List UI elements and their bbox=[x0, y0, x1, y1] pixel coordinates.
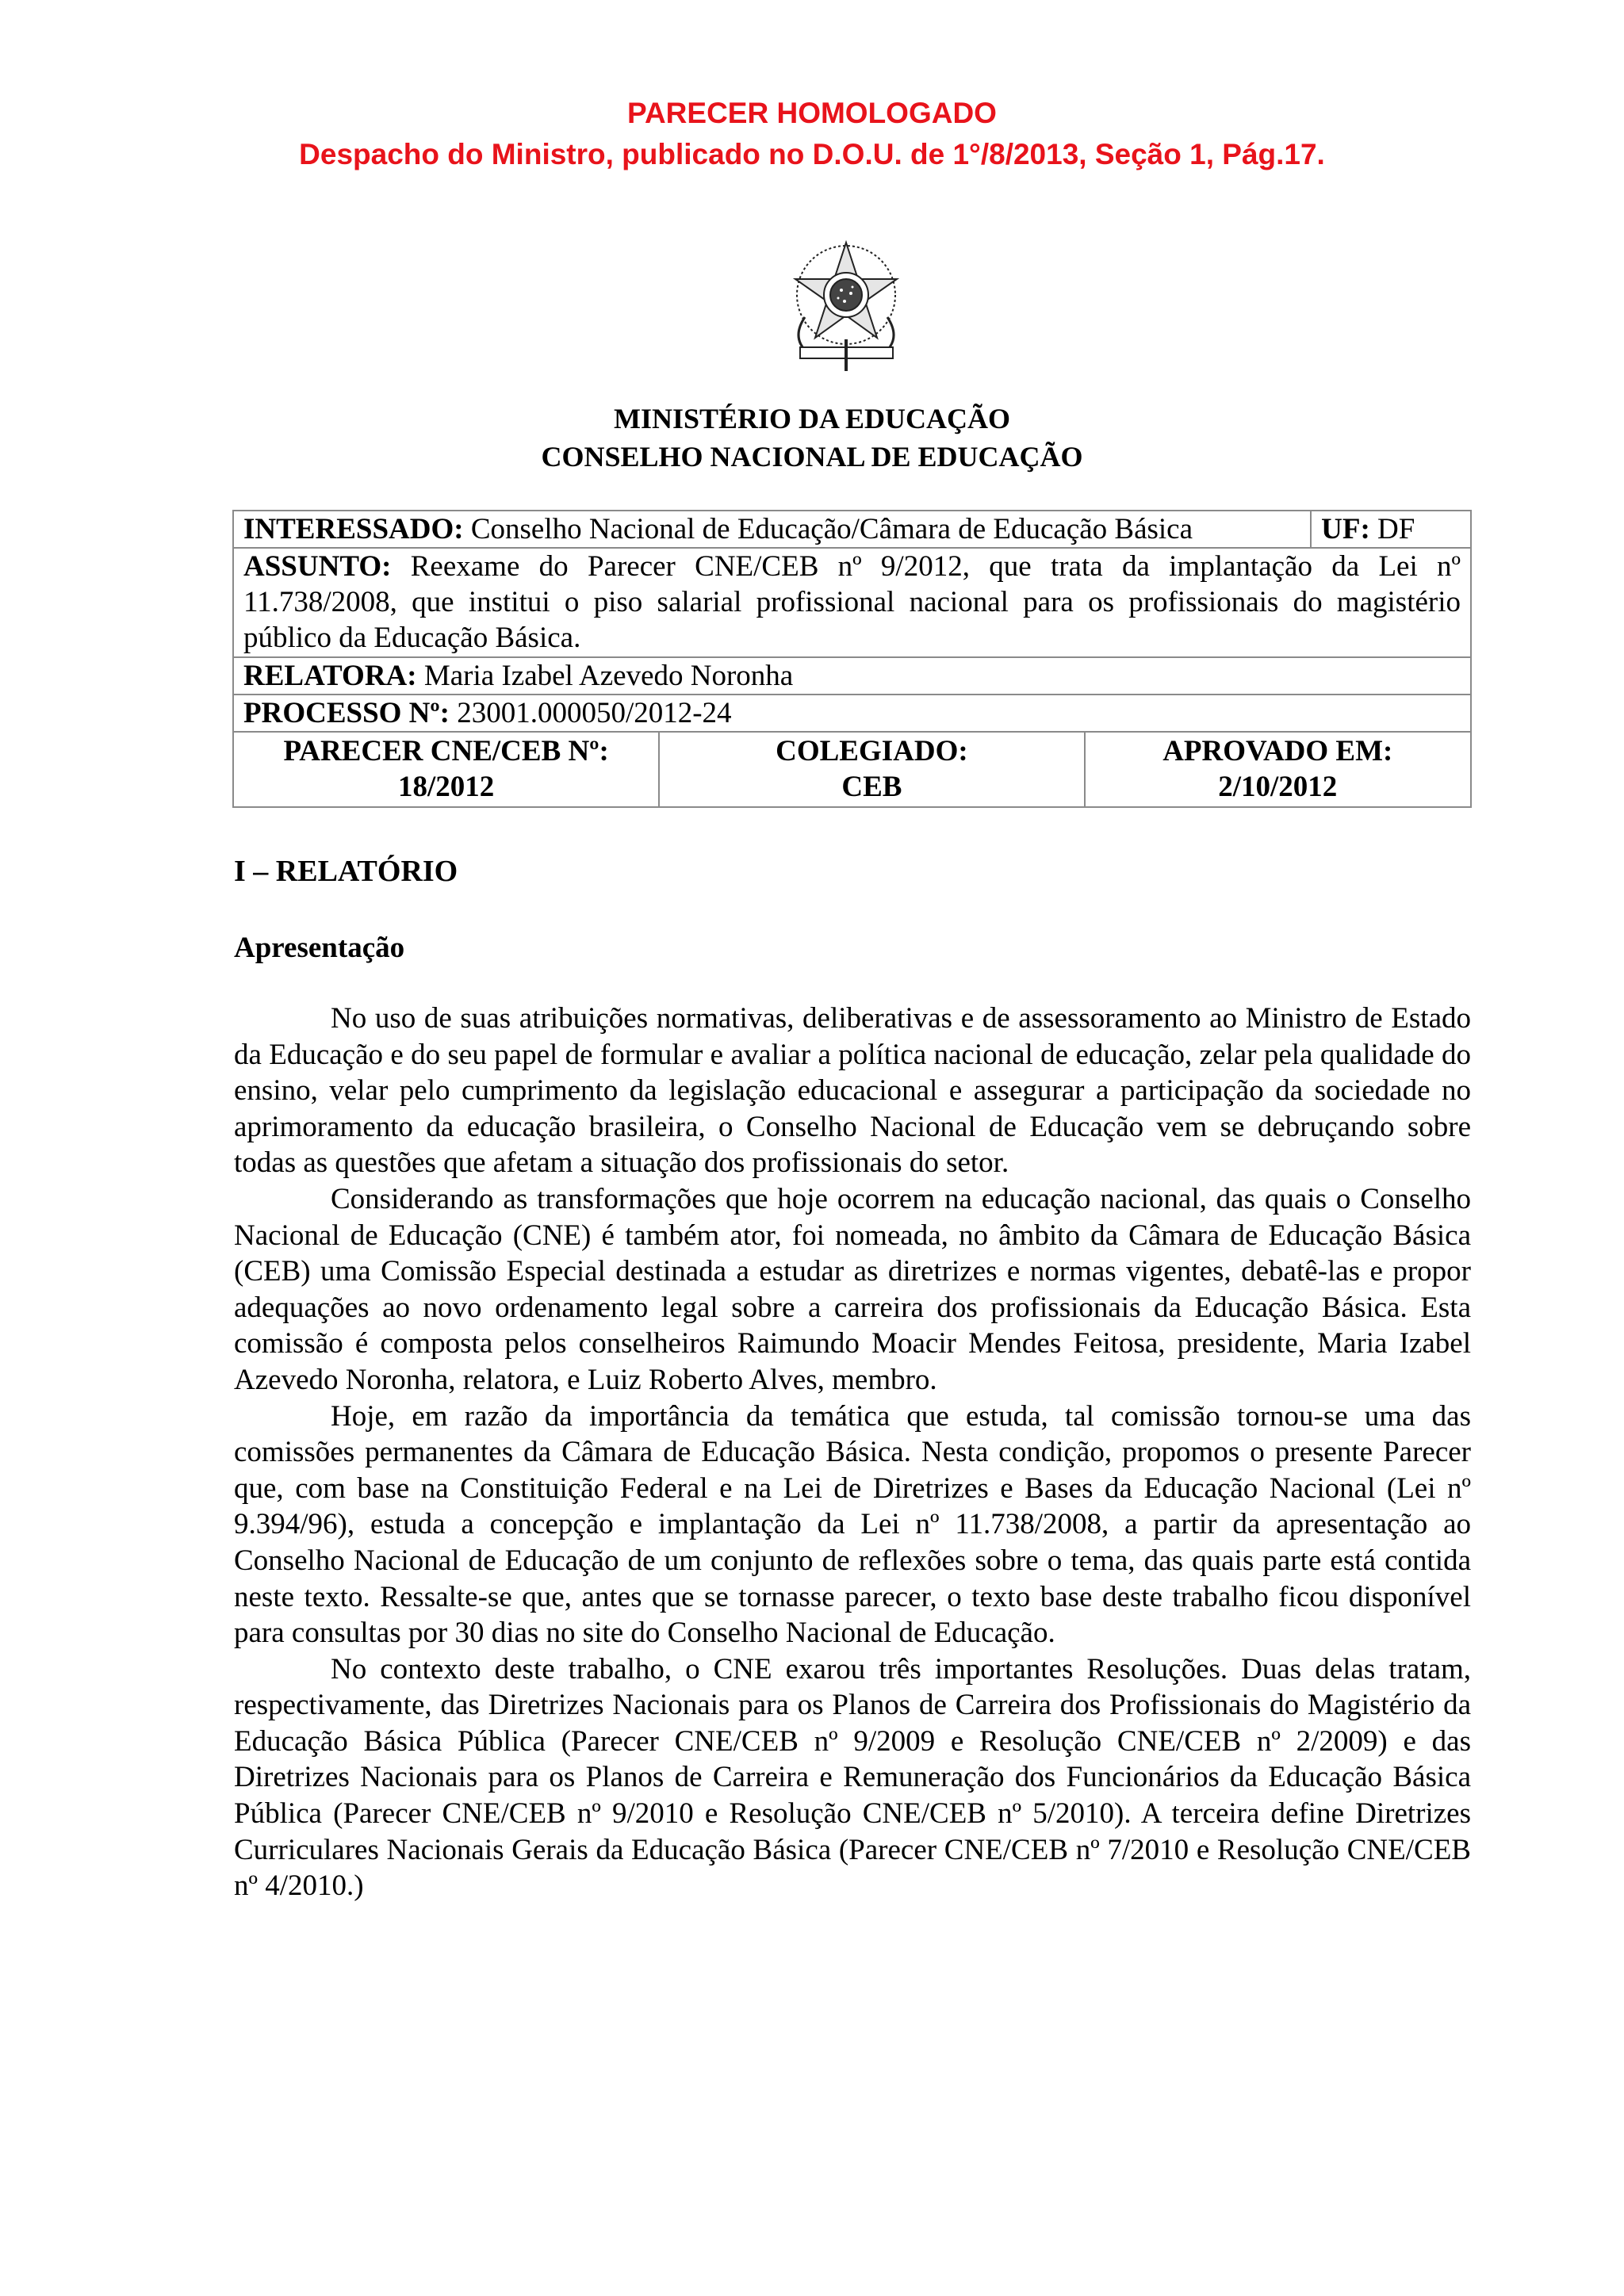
uf-label: UF: bbox=[1321, 513, 1370, 545]
colegiado-label: COLEGIADO: bbox=[776, 735, 968, 767]
interessado-value: Conselho Nacional de Educação/Câmara de Educação Básica bbox=[470, 513, 1193, 545]
brazil-coat-of-arms-icon bbox=[781, 238, 912, 373]
relatora-row bbox=[233, 657, 1471, 695]
parecer-value: 18/2012 bbox=[397, 771, 495, 803]
aprovado-value: 2/10/2012 bbox=[1218, 771, 1338, 803]
homologation-banner-title: PARECER HOMOLOGADO bbox=[627, 97, 997, 129]
council-title: CONSELHO NACIONAL DE EDUCAÇÃO bbox=[541, 441, 1083, 473]
assunto-value: Reexame do Parecer CNE/CEB nº 9/2012, que trata da implantação da Lei nº 11.738/2008, que institui o piso salarial profissional nacional para os profissionais do magistério público da Educação Básica. bbox=[243, 550, 1461, 654]
assunto-label: ASSUNTO: bbox=[243, 550, 392, 583]
paragraph: Hoje, em razão da importância da temática que estuda, tal comissão tornou-se uma das comissões permanentes da Câmara de Educação Básica. Nesta condição, propomos o presente Parecer que, com base na Constituição Federal e na Lei de Diretrizes e Bases da Educação Nacional (Lei nº 9.394/96), estuda a concepção e implantação da Lei nº 11.738/2008, a partir da apresentação ao Conselho Nacional de Educação de um conjunto de reflexões sobre o tema, das quais parte está contida neste texto. Ressalte-se que, antes que se tornasse parecer, o texto base deste trabalho ficou disponível para consultas por 30 dias no site do Conselho Nacional de Educação. bbox=[234, 1399, 1471, 1650]
assunto-row bbox=[233, 548, 1471, 657]
approval-row bbox=[233, 732, 1471, 807]
interessado-row bbox=[233, 511, 1471, 548]
processo-label: PROCESSO Nº: bbox=[243, 697, 450, 729]
paragraph: Considerando as transformações que hoje ocorrem na educação nacional, das quais o Conselho Nacional de Educação (CNE) é também ator, foi nomeada, no âmbito da Câmara de Educação Básica (CEB) uma Comissão Especial destinada a estudar as diretrizes e normas vigentes, debatê-las e propor adequações ao novo ordenamento legal sobre a carreira dos profissionais da Educação Básica. Esta comissão é composta pelos conselheiros Raimundo Moacir Mendes Feitosa, presidente, Maria Izabel Azevedo Noronha, relatora, e Luiz Roberto Alves, membro. bbox=[234, 1182, 1471, 1396]
processo-value: 23001.000050/2012-24 bbox=[457, 697, 732, 729]
body-text bbox=[234, 1001, 1471, 1904]
homologation-banner-subtitle: Despacho do Ministro, publicado no D.O.U. de 1°/8/2013, Seção 1, Pág.17. bbox=[299, 138, 1325, 170]
relatora-label: RELATORA: bbox=[243, 660, 417, 692]
relatora-value: Maria Izabel Azevedo Noronha bbox=[423, 660, 794, 692]
paragraph: No uso de suas atribuições normativas, deliberativas e de assessoramento ao Ministro de Estado da Educação e do seu papel de formular e avaliar a política nacional de educação, zelar pela qualidade do ensino, velar pelo cumprimento da legislação educacional e assegurar a participação da sociedade no aprimoramento da educação brasileira, o Conselho Nacional de Educação vem se debruçando sobre todas as questões que afetam a situação dos profissionais do setor. bbox=[234, 1002, 1471, 1180]
process-info-table bbox=[232, 510, 1472, 808]
uf-value: DF bbox=[1377, 513, 1415, 545]
parecer-label: PARECER CNE/CEB Nº: bbox=[283, 735, 609, 767]
section-subheading: Apresentação bbox=[234, 932, 405, 964]
ministry-title: MINISTÉRIO DA EDUCAÇÃO bbox=[613, 403, 1011, 434]
section-heading: I – RELATÓRIO bbox=[234, 855, 458, 888]
aprovado-label: APROVADO EM: bbox=[1162, 735, 1393, 767]
interessado-label: INTERESSADO: bbox=[243, 513, 464, 545]
paragraph: No contexto deste trabalho, o CNE exarou três importantes Resoluções. Duas delas tratam, respectivamente, das Diretrizes Nacionais para os Planos de Carreira dos Profissionais do Magistério da Educação Básica Pública (Parecer CNE/CEB nº 9/2009 e Resolução CNE/CEB nº 2/2009) e das Diretrizes Nacionais para os Planos de Carreira e Remuneração dos Funcionários da Educação Básica Pública (Parecer CNE/CEB nº 9/2010 e Resolução CNE/CEB nº 5/2010). A terceira define Diretrizes Curriculares Nacionais Gerais da Educação Básica (Parecer CNE/CEB nº 7/2010 e Resolução CNE/CEB nº 4/2010.) bbox=[234, 1652, 1471, 1903]
colegiado-value: CEB bbox=[841, 771, 902, 803]
processo-row bbox=[233, 695, 1471, 732]
